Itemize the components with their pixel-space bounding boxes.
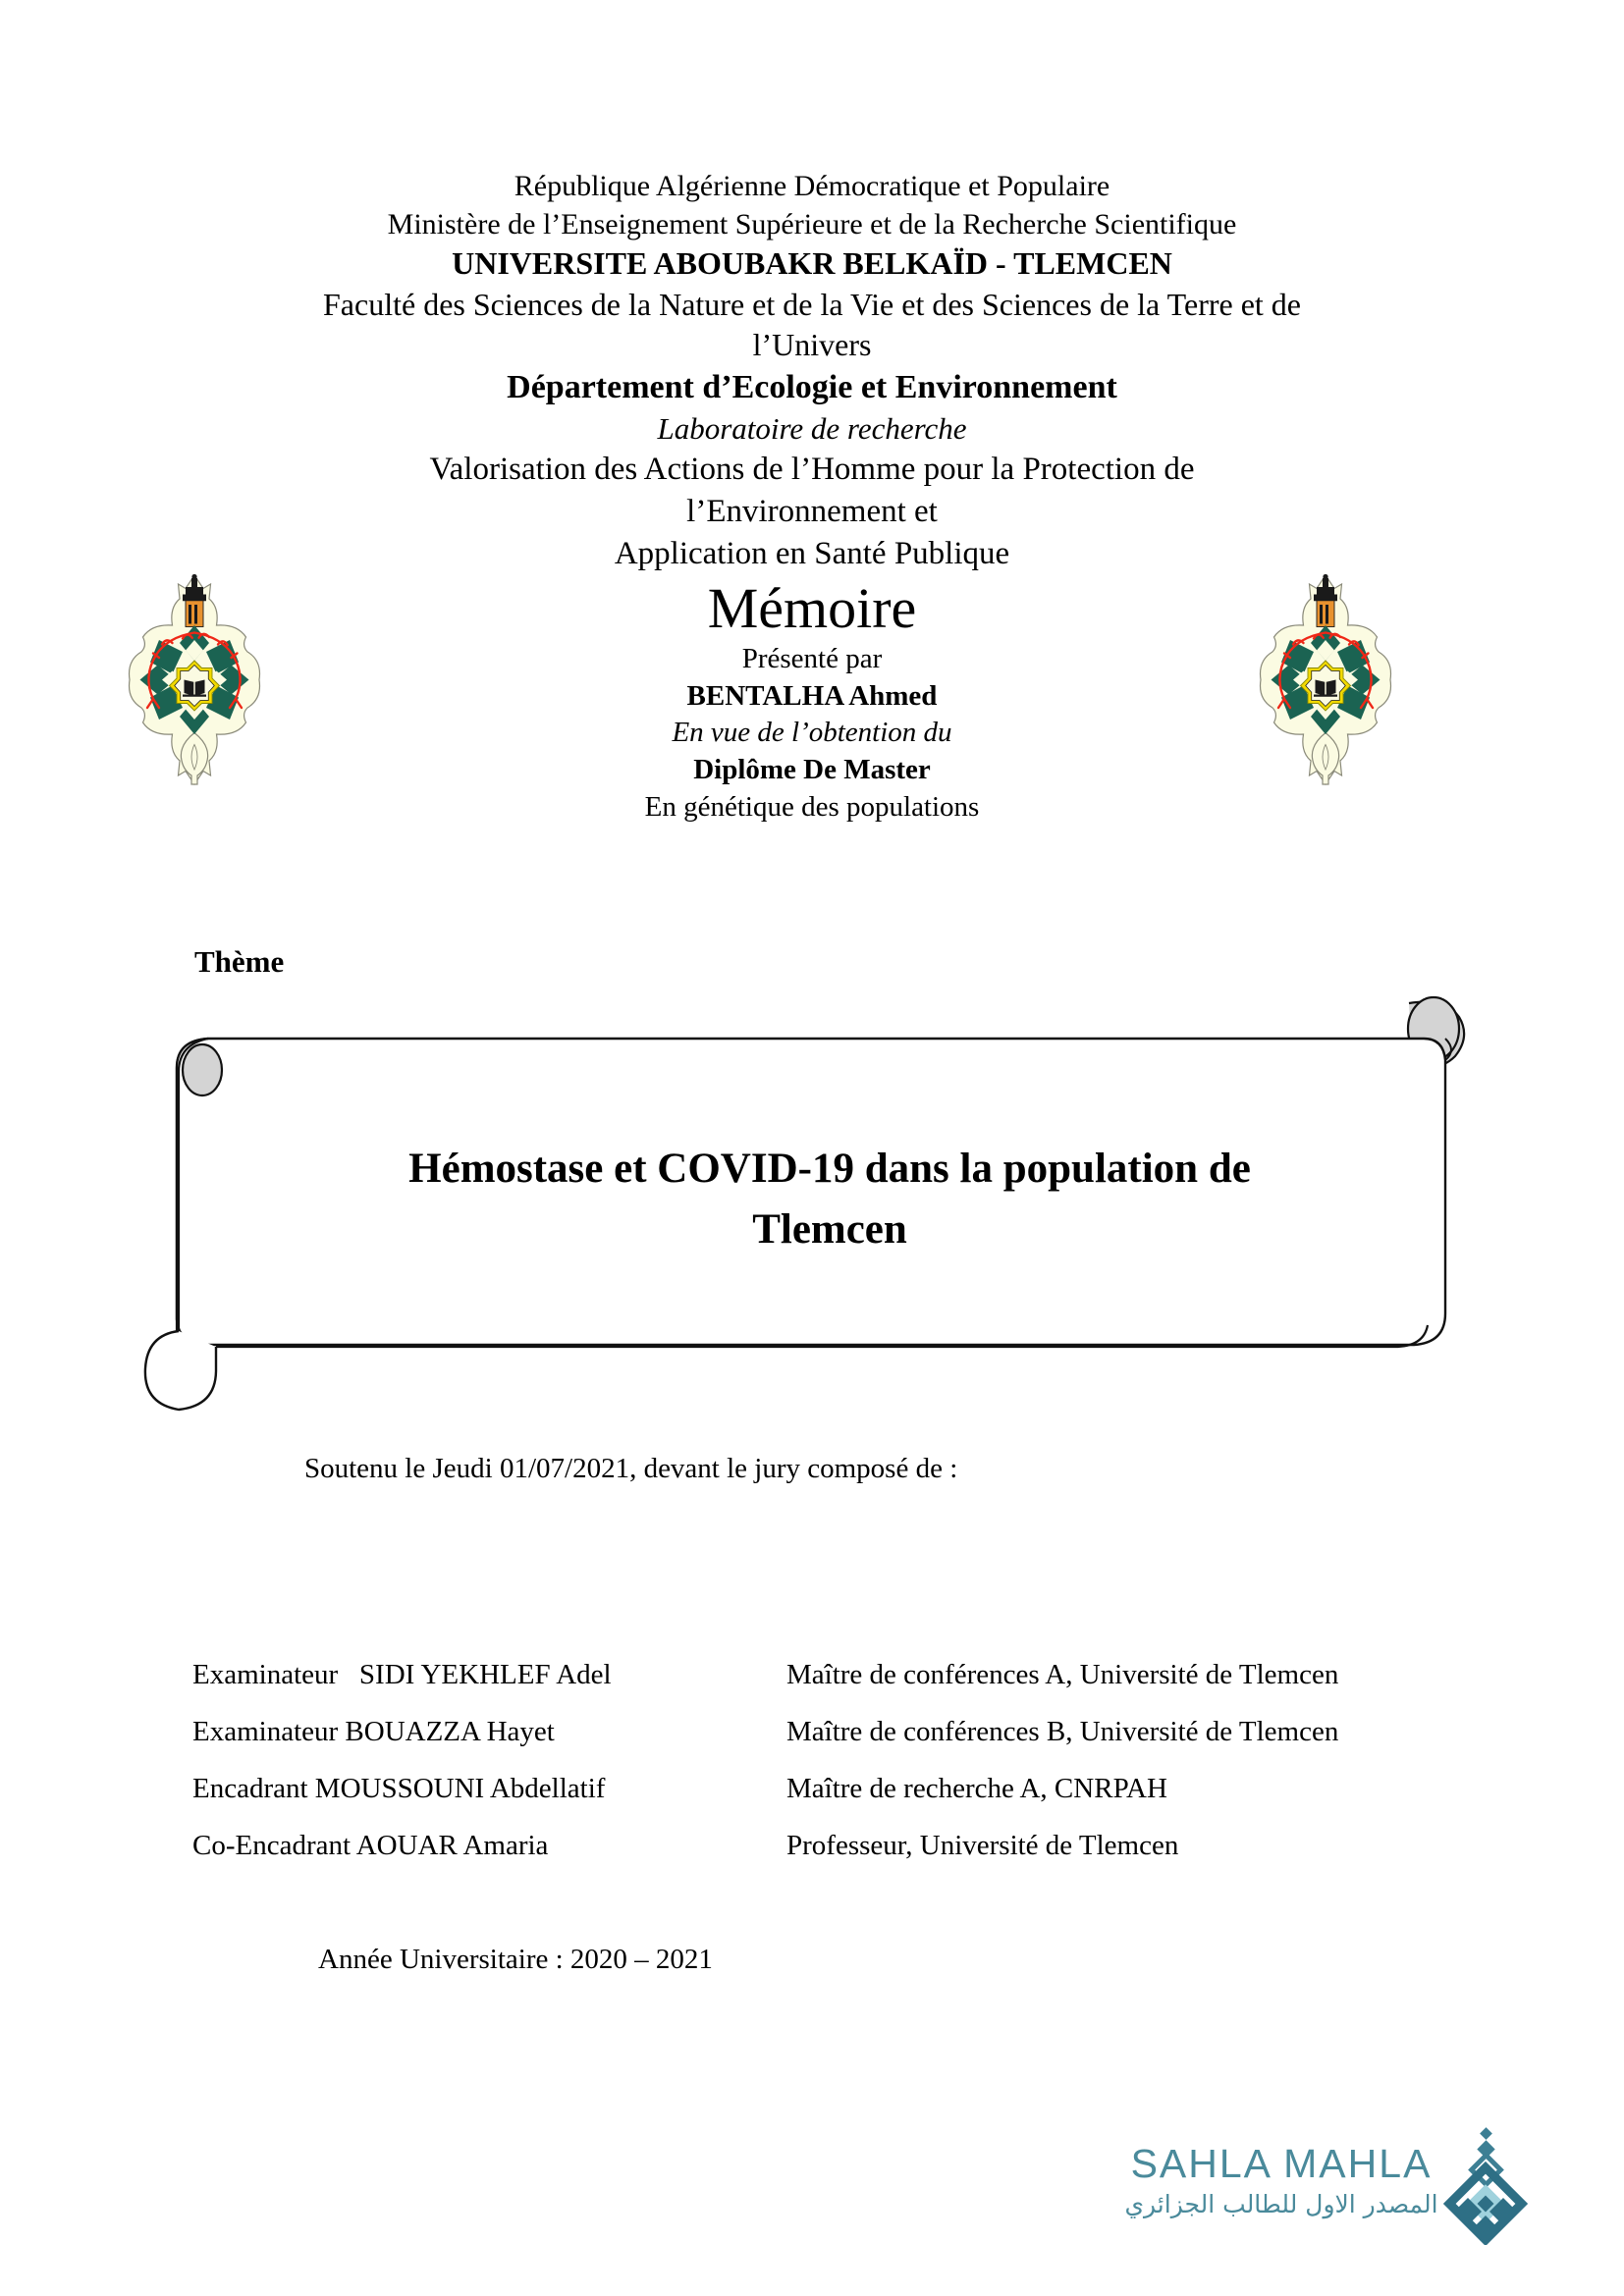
watermark-tagline: المصدر الاول للطالب الجزائري [1124,2190,1438,2218]
faculty-line-2: l’Univers [752,327,872,363]
university-name: UNIVERSITE ABOUBAKR BELKAÏD - TLEMCEN [452,245,1172,281]
jury-role-name: Examinateur SIDI YEKHLEF Adel [192,1659,612,1690]
document-type: Mémoire [707,575,917,640]
defense-date-line: Soutenu le Jeudi 01/07/2021, devant le jury composé de : [304,1453,958,1484]
laboratory-line-1: Valorisation des Actions de l’Homme pour la Protection de [429,452,1195,488]
department-name: Département d’Ecologie et Environnement [507,368,1117,405]
table-row [192,1659,1400,1716]
laboratory-line-3: Application en Santé Publique [614,536,1010,572]
jury-table [192,1659,1400,1887]
thesis-title [339,1139,1321,1261]
presented-by-label: Présenté par [741,642,883,674]
table-row [192,1716,1400,1773]
jury-rank: Maître de conférences A, Université de Tlemcen [786,1659,1339,1690]
university-emblem-left [121,569,268,790]
watermark-brand: SAHLA MAHLA [1130,2141,1433,2186]
jury-rank: Maître de conférences B, Université de Tlemcen [786,1716,1339,1747]
republic-line: République Algérienne Démocratique et Populaire [514,170,1110,202]
sahla-mahla-logo-icon [1438,2127,1533,2245]
table-row [192,1830,1400,1887]
academic-year: Année Universitaire : 2020 – 2021 [318,1944,713,1975]
institution-header [203,167,1421,826]
thesis-title-scroll-banner [118,982,1512,1433]
thesis-title-line-1: Hémostase et COVID-19 dans la population de [408,1146,1251,1192]
sahla-mahla-watermark [1114,2135,1527,2253]
jury-rank: Professeur, Université de Tlemcen [786,1830,1179,1861]
degree-name: Diplôme De Master [693,753,931,785]
table-row [192,1773,1400,1830]
jury-role-name: Encadrant MOUSSOUNI Abdellatif [192,1773,606,1804]
author-name: BENTALHA Ahmed [686,679,938,712]
faculty-line-1: Faculté des Sciences de la Nature et de la Vie et des Sciences de la Terre et de [323,286,1301,322]
specialty-name: En génétique des populations [644,790,980,823]
theme-label: Thème [194,944,285,979]
jury-role-name: Examinateur BOUAZZA Hayet [192,1716,555,1747]
university-emblem-right [1252,569,1399,790]
jury-role-name: Co-Encadrant AOUAR Amaria [192,1830,549,1861]
ministry-line: Ministère de l’Enseignement Supérieure et de la Recherche Scientifique [387,208,1237,240]
purpose-line: En vue de l’obtention du [672,717,952,749]
thesis-title-line-2: Tlemcen [752,1206,907,1254]
laboratory-label: Laboratoire de recherche [657,410,967,446]
laboratory-line-2: l’Environnement et [686,494,938,530]
jury-rank: Maître de recherche A, CNRPAH [786,1773,1167,1804]
